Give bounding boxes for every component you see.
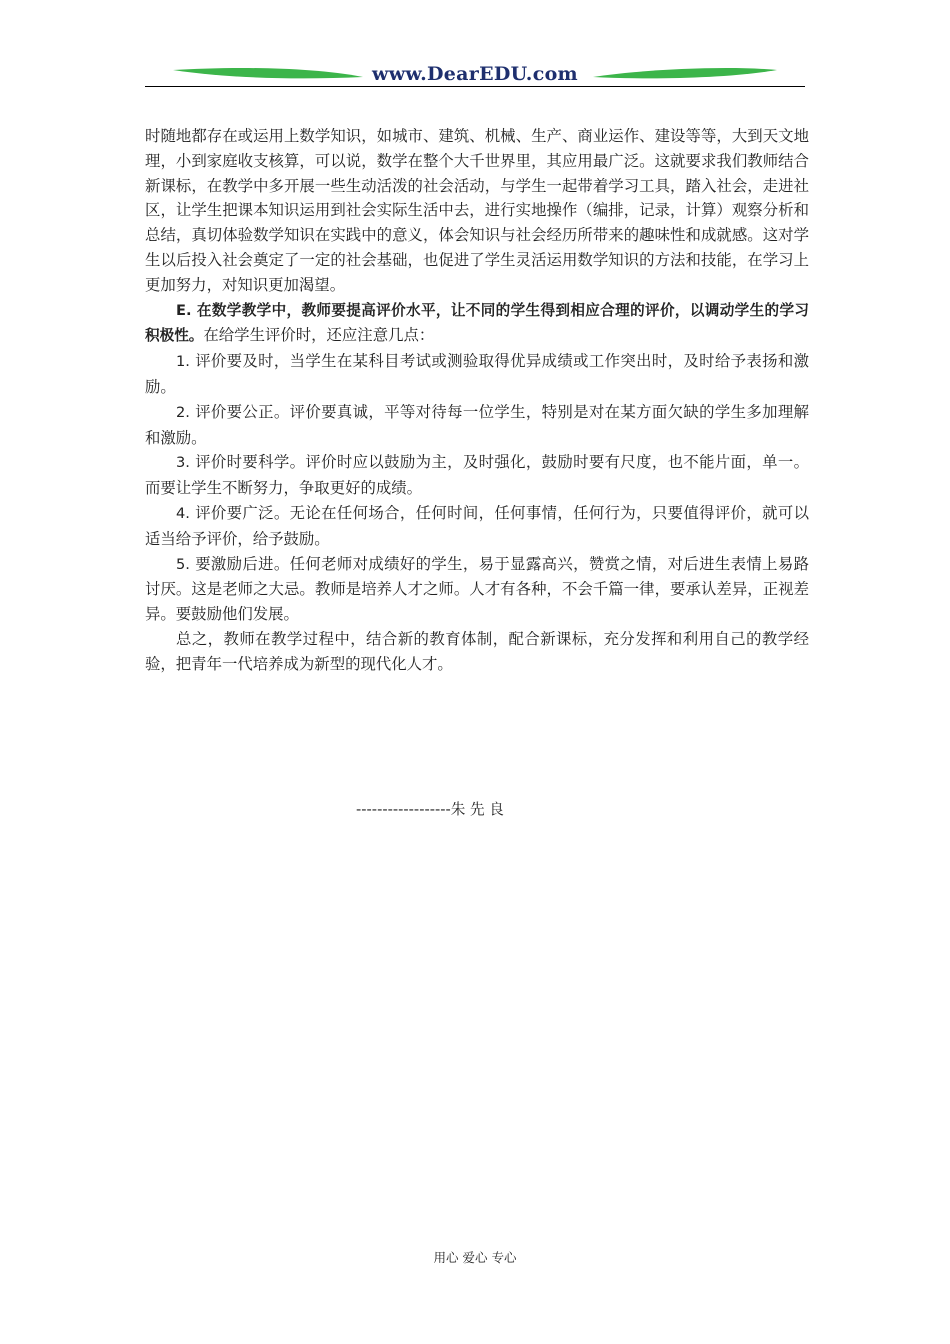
item-number: 3. xyxy=(176,454,190,472)
conclusion-paragraph: 总之，教师在教学过程中，结合新的教育体制，配合新课标，充分发挥和利用自己的教学经验，把青年一代培养成为新型的现代化人才。 xyxy=(145,629,809,673)
item-number: 2. xyxy=(176,403,190,421)
item-text: 评价要公正。评价要真诚，平等对待每一位学生，特别是对在某方面欠缺的学生多加理解和激励。 xyxy=(145,402,809,447)
section-e-text: 在给学生评价时，还应注意几点： xyxy=(203,326,435,345)
list-item xyxy=(145,349,809,400)
author-signature: ------------------朱 先 良 xyxy=(356,801,504,818)
item-text: 评价时要科学。评价时应以鼓励为主，及时强化，鼓励时要有尺度，也不能片面，单一。而要让学生不断努力，争取更好的成绩。 xyxy=(145,453,809,498)
list-item xyxy=(145,400,809,451)
paragraph-1: 时随地都存在或运用上数学知识，如城市、建筑、机械、生产、商业运作、建设等等，大到天文地理，小到家庭收支核算，可以说，数学在整个大千世界里，其应用最广泛。这就要求我们教师结合新课标，在教学中多开展一些生动活泼的社会活动，与学生一起带着学习工具，踏入社会，走进社区，让学生把课本知识运用到社会实际生活中去，进行实地操作（编排，记录，计算）观察分析和总结，真切体验数学知识在实践中的意义，体会知识与社会经历所带来的趣味性和成就感。这对学生以后投入社会奠定了一定的社会基础，也促进了学生灵活运用数学知识的方法和技能，在学习上更加努力，对知识更加渴望。 xyxy=(145,127,809,294)
list-item xyxy=(145,450,809,501)
list-item xyxy=(145,501,809,552)
list-item xyxy=(145,552,809,627)
document-body xyxy=(145,124,809,677)
item-text: 评价要及时，当学生在某科目考试或测验取得优异成绩或工作突出时，及时给予表扬和激励。 xyxy=(145,352,809,396)
item-number: 5. xyxy=(176,555,190,573)
page-footer: 用心 爱心 专心 xyxy=(433,1250,517,1265)
header-rule xyxy=(145,86,805,87)
section-e-heading: E. 在数学教学中，教师要提高评价水平，让不同的学生得到相应合理的评价，以调动学生的学习积极性。 xyxy=(145,301,809,345)
item-text: 要激励后进。任何老师对成绩好的学生，易于显露高兴，赞赏之情，对后进生表情上易路讨厌。这是老师之大忌。教师是培养人才之师。人才有各种，不会千篇一律，要承认差异，正视差异。要鼓励他们发展。 xyxy=(145,554,809,624)
item-number: 1. xyxy=(176,353,190,371)
site-logo-text: www.DearEDU.com xyxy=(372,63,578,85)
item-text: 评价要广泛。无论在任何场合，任何时间，任何事情，任何行为，只要值得评价，就可以适当给予评价，给予鼓励。 xyxy=(145,503,809,548)
item-number: 4. xyxy=(176,504,190,522)
section-e xyxy=(145,298,809,350)
